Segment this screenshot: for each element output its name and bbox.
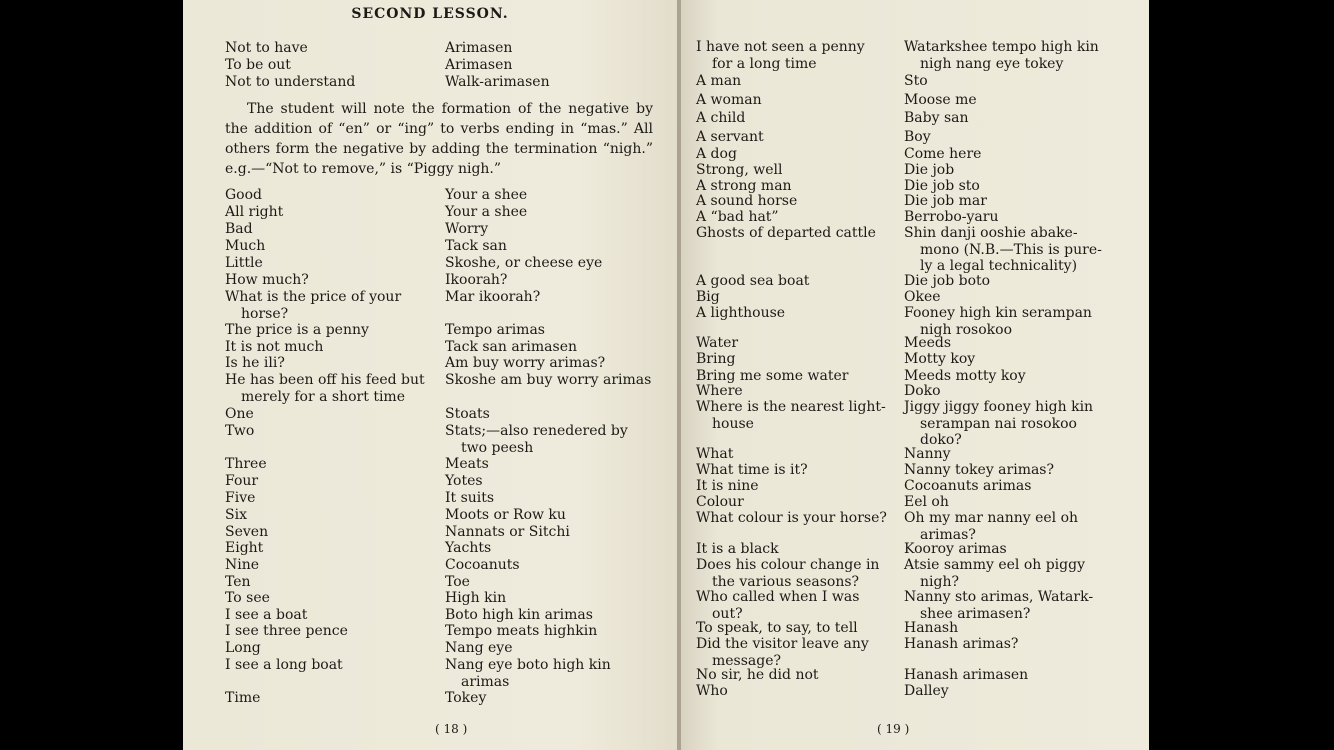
english-term: I have not seen a penny [696, 39, 865, 55]
vocab-row-phonetic [445, 406, 490, 423]
phonetic-term: Arimasen [445, 40, 513, 56]
phonetic-term: arimas? [920, 526, 976, 543]
english-term: Good [225, 187, 263, 203]
vocab-row-english [225, 456, 267, 473]
vocab-row-phonetic [445, 289, 540, 306]
vocab-row-english [225, 690, 260, 707]
vocab-row-english [696, 193, 797, 210]
vocab-row-phonetic [445, 690, 486, 707]
vocab-row-english [225, 574, 251, 591]
vocab-row-english [696, 73, 741, 90]
english-term: What [696, 446, 734, 462]
phonetic-term: Baby san [904, 110, 969, 126]
phonetic-term: Fooney high kin serampan [904, 305, 1092, 321]
english-term: Little [225, 255, 263, 271]
english-term: Seven [225, 524, 269, 540]
vocab-row-phonetic [904, 162, 954, 179]
phonetic-term: Ikoorah? [445, 272, 508, 288]
english-term: A “bad hat” [696, 209, 779, 225]
phonetic-term: Cocoanuts [445, 557, 520, 573]
english-term: I see three pence [225, 623, 348, 639]
phonetic-term: Meats [445, 456, 489, 472]
english-term: Bring [696, 351, 736, 367]
vocab-row-english [696, 541, 779, 558]
english-term: A good sea boat [696, 273, 810, 289]
english-term-cont: house [712, 415, 754, 432]
english-term: A man [696, 73, 742, 89]
english-term: A sound horse [696, 193, 798, 209]
english-term: Big [696, 289, 720, 305]
vocab-row-phonetic [445, 339, 577, 356]
vocab-row-english [225, 255, 263, 272]
vocab-row-english [225, 272, 309, 289]
english-term: Water [696, 335, 739, 351]
vocab-row-phonetic [904, 73, 928, 90]
vocab-row-english [696, 129, 764, 146]
vocab-row-phonetic [904, 494, 949, 511]
vocab-row-english [696, 39, 865, 72]
english-term: A woman [696, 92, 762, 108]
phonetic-term: Moots or Row ku [445, 507, 566, 523]
phonetic-term: Mar ikoorah? [445, 289, 541, 305]
vocab-row-phonetic [904, 462, 1054, 479]
phonetic-term: Shin danji ooshie abake- [904, 225, 1078, 241]
english-term: Nine [225, 557, 260, 573]
english-term-cont: message? [712, 652, 782, 669]
vocab-row-english [225, 473, 258, 490]
vocab-row-english [225, 540, 263, 557]
vocab-row-english [225, 355, 285, 372]
phonetic-term: Nang eye [445, 640, 513, 656]
phonetic-term: Boto high kin arimas [445, 607, 593, 623]
vocab-row-english [225, 524, 268, 541]
phonetic-term: Tempo meats highkin [445, 623, 598, 639]
phonetic-term: Doko [904, 383, 941, 399]
english-term: What time is it? [696, 462, 808, 478]
vocab-row-english [225, 490, 255, 507]
english-term: All right [225, 204, 284, 220]
phonetic-term: Meeds [904, 335, 952, 351]
english-term: Is he ili? [225, 355, 285, 371]
english-term: Did the visitor leave any [696, 636, 869, 652]
vocab-row-english [225, 623, 348, 640]
vocab-row-english [696, 225, 876, 242]
phonetic-term: Die job sto [904, 178, 980, 194]
vocab-row-phonetic [904, 289, 941, 306]
vocab-row-phonetic [904, 335, 951, 352]
vocab-row-english [696, 620, 858, 637]
grammar-note: The student will note the formation of the negative by the addition of “en” or “ing” to verbs ending in “mas.” All others form the negative by adding the termination “nigh.” e.g.—“Not to remove,” is “Piggy nigh.” [225, 101, 653, 177]
phonetic-term: Die job boto [904, 273, 991, 289]
vocab-row-phonetic [445, 657, 611, 690]
phonetic-term: Worry [445, 221, 489, 237]
english-term: No sir, he did not [696, 667, 819, 683]
phonetic-term: It suits [445, 490, 495, 506]
english-term-cont: for a long time [712, 55, 817, 72]
phonetic-term: Oh my mar nanny eel oh [904, 510, 1079, 526]
vocab-row-phonetic [445, 238, 507, 255]
english-term: Does his colour change in [696, 557, 880, 573]
vocab-row-phonetic [445, 640, 513, 657]
phonetic-term: Sto [904, 73, 928, 89]
phonetic-term: Dalley [904, 683, 949, 699]
vocab-row-english [696, 494, 744, 511]
phonetic-term: Okee [904, 289, 941, 305]
phonetic-term: Boy [904, 129, 931, 145]
phonetic-term: Die job [904, 162, 955, 178]
vocab-row-phonetic [445, 372, 651, 389]
english-term: Ghosts of departed cattle [696, 225, 876, 241]
vocab-row-english [696, 399, 886, 432]
english-term: He has been off his feed but [225, 372, 425, 388]
phonetic-term: Toe [445, 574, 470, 590]
vocab-row-phonetic [445, 607, 593, 624]
vocab-row-english [225, 507, 247, 524]
english-term: To speak, to say, to tell [696, 620, 858, 636]
vocab-row-phonetic [904, 351, 975, 368]
phonetic-term: Hanash arimas? [904, 636, 1019, 652]
english-term: Colour [696, 494, 744, 510]
phonetic-term: Hanash [904, 620, 959, 636]
vocab-row-phonetic [904, 446, 951, 463]
english-term: To see [225, 590, 270, 606]
phonetic-term: Am buy worry arimas? [445, 355, 606, 371]
phonetic-term: Skoshe am buy worry arimas [445, 372, 652, 388]
phonetic-term: doko? [920, 432, 962, 448]
english-term: Eight [225, 540, 264, 556]
vocab-row-english [225, 289, 401, 322]
top-row-phonetic [445, 74, 550, 91]
vocab-row-english [225, 238, 265, 255]
top-row-phonetic [445, 57, 512, 74]
vocab-row-phonetic [445, 221, 488, 238]
vocab-row-phonetic [445, 322, 545, 339]
english-term: It is not much [225, 339, 324, 355]
vocab-row-english [696, 683, 728, 700]
vocab-row-phonetic [445, 623, 597, 640]
vocab-row-phonetic [904, 478, 1031, 495]
english-term: Time [225, 690, 261, 706]
vocab-row-phonetic [445, 590, 506, 607]
vocab-row-phonetic [904, 383, 941, 400]
english-term: A child [696, 110, 746, 126]
page-number-left: ( 18 ) [435, 722, 468, 736]
vocab-row-phonetic [445, 540, 491, 557]
vocab-row-english [225, 339, 323, 356]
vocab-row-phonetic [904, 399, 1093, 449]
phonetic-term: shee arimasen? [920, 605, 1031, 622]
phonetic-term: Kooroy arimas [904, 541, 1007, 557]
phonetic-term: Watarkshee tempo high kin [904, 39, 1099, 55]
vocab-row-phonetic [904, 209, 998, 226]
english-term: Where [696, 383, 743, 399]
vocab-row-english [696, 209, 779, 226]
english-term: Ten [225, 574, 251, 590]
vocab-row-english [696, 589, 859, 622]
phonetic-term: Stats;—also renedered by [445, 423, 628, 439]
vocab-row-english [696, 162, 782, 179]
phonetic-term: Die job mar [904, 193, 987, 209]
vocab-row-phonetic [445, 557, 520, 574]
phonetic-term: Yotes [445, 473, 483, 489]
english-term: One [225, 406, 254, 422]
page-number-right: ( 19 ) [877, 722, 910, 736]
english-term: Bad [225, 221, 253, 237]
english-term: A dog [696, 146, 737, 162]
phonetic-term: Come here [904, 146, 982, 162]
phonetic-term: Nang eye boto high kin [445, 657, 611, 673]
vocab-row-english [225, 590, 270, 607]
phonetic-term: Meeds motty koy [904, 368, 1026, 384]
vocab-row-english [225, 187, 262, 204]
vocab-row-phonetic [904, 305, 1092, 338]
phonetic-term: Nannats or Sitchi [445, 524, 570, 540]
phonetic-term: Nanny sto arimas, Watark- [904, 589, 1094, 605]
phonetic-term: Arimasen [445, 57, 513, 73]
vocab-row-english [696, 351, 735, 368]
phonetic-term: Cocoanuts arimas [904, 478, 1032, 494]
phonetic-term: Moose me [904, 92, 977, 108]
english-term: It is a black [696, 541, 779, 557]
vocab-row-phonetic [904, 110, 969, 127]
vocab-row-phonetic [904, 39, 1099, 72]
english-term: Three [225, 456, 267, 472]
english-term: Not to understand [225, 74, 356, 90]
vocab-row-phonetic [904, 589, 1093, 622]
phonetic-term: High kin [445, 590, 507, 606]
english-term-cont: horse? [241, 305, 289, 322]
phonetic-term: Nanny [904, 446, 951, 462]
vocab-row-phonetic [445, 456, 489, 473]
vocab-row-phonetic [445, 272, 507, 289]
english-term: Four [225, 473, 259, 489]
phonetic-term: Skoshe, or cheese eye [445, 255, 603, 271]
vocab-row-english [225, 657, 343, 674]
vocab-row-english [696, 383, 743, 400]
vocab-row-english [696, 92, 762, 109]
vocab-row-english [696, 510, 887, 527]
vocab-row-phonetic [904, 667, 1028, 684]
vocab-row-phonetic [904, 92, 977, 109]
phonetic-term: nigh? [920, 573, 959, 590]
phonetic-term: Walk-arimasen [445, 74, 550, 90]
english-term-cont: the various seasons? [712, 573, 860, 590]
english-term: I see a long boat [225, 657, 343, 673]
vocab-row-phonetic [904, 541, 1007, 558]
english-term: Five [225, 490, 256, 506]
phonetic-term: Your a shee [445, 204, 528, 220]
phonetic-term: Tempo arimas [445, 322, 545, 338]
vocab-row-english [225, 322, 369, 339]
vocab-row-phonetic [445, 574, 470, 591]
vocab-row-english [696, 667, 819, 684]
phonetic-term: Stoats [445, 406, 490, 422]
english-term: It is nine [696, 478, 759, 494]
vocab-row-english [696, 462, 808, 479]
top-row-english [225, 57, 291, 74]
phonetic-term: Hanash arimasen [904, 667, 1029, 683]
lesson-heading: SECOND LESSON. [351, 6, 509, 22]
vocab-row-english [225, 372, 425, 405]
vocab-row-english [696, 305, 785, 322]
vocab-row-english [225, 423, 254, 440]
english-term: Where is the nearest light- [696, 399, 886, 415]
phonetic-term: Tack san [445, 238, 507, 254]
vocab-row-phonetic [445, 255, 602, 272]
vocab-row-english [696, 478, 759, 495]
vocab-row-english [225, 406, 254, 423]
vocab-row-phonetic [904, 620, 958, 637]
top-row-phonetic [445, 40, 512, 57]
vocab-row-english [696, 146, 737, 163]
vocab-row-english [696, 636, 869, 669]
phonetic-term: Your a shee [445, 187, 528, 203]
vocab-row-english [696, 335, 738, 352]
english-term: A lighthouse [696, 305, 786, 321]
vocab-row-phonetic [904, 683, 949, 700]
phonetic-term: arimas [461, 673, 510, 690]
phonetic-term: Atsie sammy eel oh piggy [904, 557, 1085, 573]
vocab-row-phonetic [904, 557, 1085, 590]
vocab-row-phonetic [445, 423, 628, 456]
vocab-row-phonetic [445, 473, 483, 490]
phonetic-term: mono (N.B.—This is pure- [920, 241, 1102, 258]
vocab-row-english [225, 221, 253, 238]
vocab-row-phonetic [445, 490, 494, 507]
vocab-row-phonetic [904, 273, 990, 290]
vocab-row-phonetic [904, 146, 981, 163]
vocab-row-phonetic [904, 510, 1078, 543]
phonetic-term: Nanny tokey arimas? [904, 462, 1055, 478]
vocab-row-phonetic [445, 524, 570, 541]
phonetic-term: nigh nang eye tokey [920, 55, 1064, 72]
english-term: I see a boat [225, 607, 308, 623]
english-term-cont: out? [712, 605, 743, 622]
phonetic-term: serampan nai rosokoo [920, 415, 1077, 432]
vocab-row-english [225, 557, 259, 574]
vocab-row-phonetic [445, 507, 566, 524]
english-term: Not to have [225, 40, 308, 56]
english-term: Long [225, 640, 261, 656]
left-page [183, 0, 677, 750]
vocab-row-english [225, 640, 261, 657]
vocab-row-phonetic [445, 187, 527, 204]
vocab-row-english [696, 557, 879, 590]
phonetic-term: Jiggy jiggy fooney high kin [904, 399, 1094, 415]
english-term: Strong, well [696, 162, 783, 178]
vocab-row-english [225, 204, 283, 221]
phonetic-term: Berrobo-yaru [904, 209, 999, 225]
top-row-english [225, 74, 355, 91]
vocab-row-phonetic [904, 129, 931, 146]
english-term: Bring me some water [696, 368, 849, 384]
english-term: Who called when I was [696, 589, 860, 605]
phonetic-term: Eel oh [904, 494, 949, 510]
english-term: How much? [225, 272, 309, 288]
vocab-row-english [696, 273, 809, 290]
english-term: Six [225, 507, 247, 523]
vocab-row-phonetic [445, 355, 605, 372]
phonetic-term: ly a legal technicality) [920, 258, 1078, 274]
right-page [681, 0, 1149, 750]
phonetic-term: Tokey [445, 690, 487, 706]
english-term: Two [225, 423, 255, 439]
vocab-row-english [225, 607, 307, 624]
vocab-row-phonetic [445, 204, 527, 221]
phonetic-term: two peesh [461, 439, 534, 456]
english-term: A servant [696, 129, 764, 145]
english-term: Much [225, 238, 266, 254]
top-row-english [225, 40, 308, 57]
english-term: Who [696, 683, 728, 699]
phonetic-term: Yachts [445, 540, 492, 556]
english-term: The price is a penny [225, 322, 369, 338]
vocab-row-english [696, 289, 720, 306]
vocab-row-english [696, 446, 733, 463]
vocab-row-phonetic [904, 193, 987, 210]
phonetic-term: Tack san arimasen [445, 339, 577, 355]
english-term: What is the price of your [225, 289, 402, 305]
phonetic-term: Motty koy [904, 351, 976, 367]
english-term-cont: merely for a short time [241, 388, 405, 405]
english-term: A strong man [696, 178, 792, 194]
english-term: What colour is your horse? [696, 510, 887, 526]
phonetic-term: nigh rosokoo [920, 321, 1012, 338]
vocab-row-phonetic [904, 636, 1018, 653]
vocab-row-phonetic [904, 225, 1102, 275]
vocab-row-english [696, 110, 745, 127]
english-term: To be out [225, 57, 291, 73]
